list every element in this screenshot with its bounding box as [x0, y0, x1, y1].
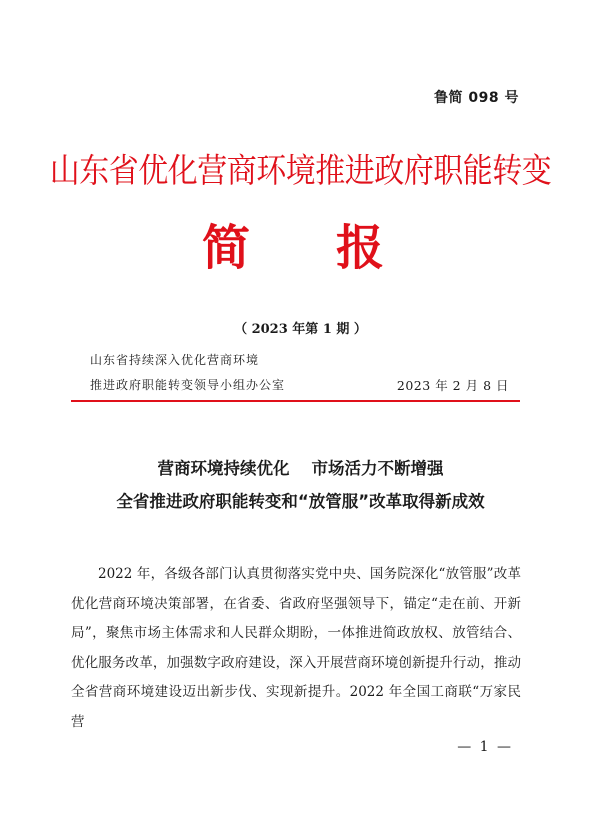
- body-paragraph: 2022 年，各级各部门认真贯彻落实党中央、国务院深化“放管服”改革优化营商环境决策部署，在省委、省政府坚强领导下，锚定“走在前、开新局”，聚焦市场主体需求和人民群众期盼，一体推进简政放权、放管结合、优化服务改革，加强数字政府建设，深入开展营商环境创新提升行动，推动全省营商环境建设迈出新步伐、实现新提升。2022 年全国工商联“万家民营: [71, 566, 521, 730]
- issue-number: （ 2023 年第 1 期 ）: [234, 322, 367, 337]
- bulletin-char-bao: 报: [336, 220, 385, 276]
- red-divider: [71, 400, 520, 402]
- headline-line-1: [0, 458, 601, 480]
- issuer-line-2: 推进政府职能转变领导小组办公室: [90, 378, 286, 392]
- bulletin-char-jian: 简: [202, 220, 251, 276]
- headline-part-1: 营商环境持续优化: [157, 459, 290, 478]
- document-number: 鲁简 098 号: [434, 90, 519, 106]
- headline-line-2: 全省推进政府职能转变和“放管服”改革取得新成效: [116, 492, 485, 511]
- page-number: — 1 —: [457, 739, 513, 755]
- masthead-title: 山东省优化营商环境推进政府职能转变: [49, 152, 552, 192]
- bulletin-heading: [0, 218, 601, 278]
- headline-part-2: 市场活力不断增强: [311, 459, 444, 478]
- issue-date: 2023 年 2 月 8 日: [396, 378, 509, 393]
- issuer-line-1: 山东省持续深入优化营商环境: [90, 353, 260, 367]
